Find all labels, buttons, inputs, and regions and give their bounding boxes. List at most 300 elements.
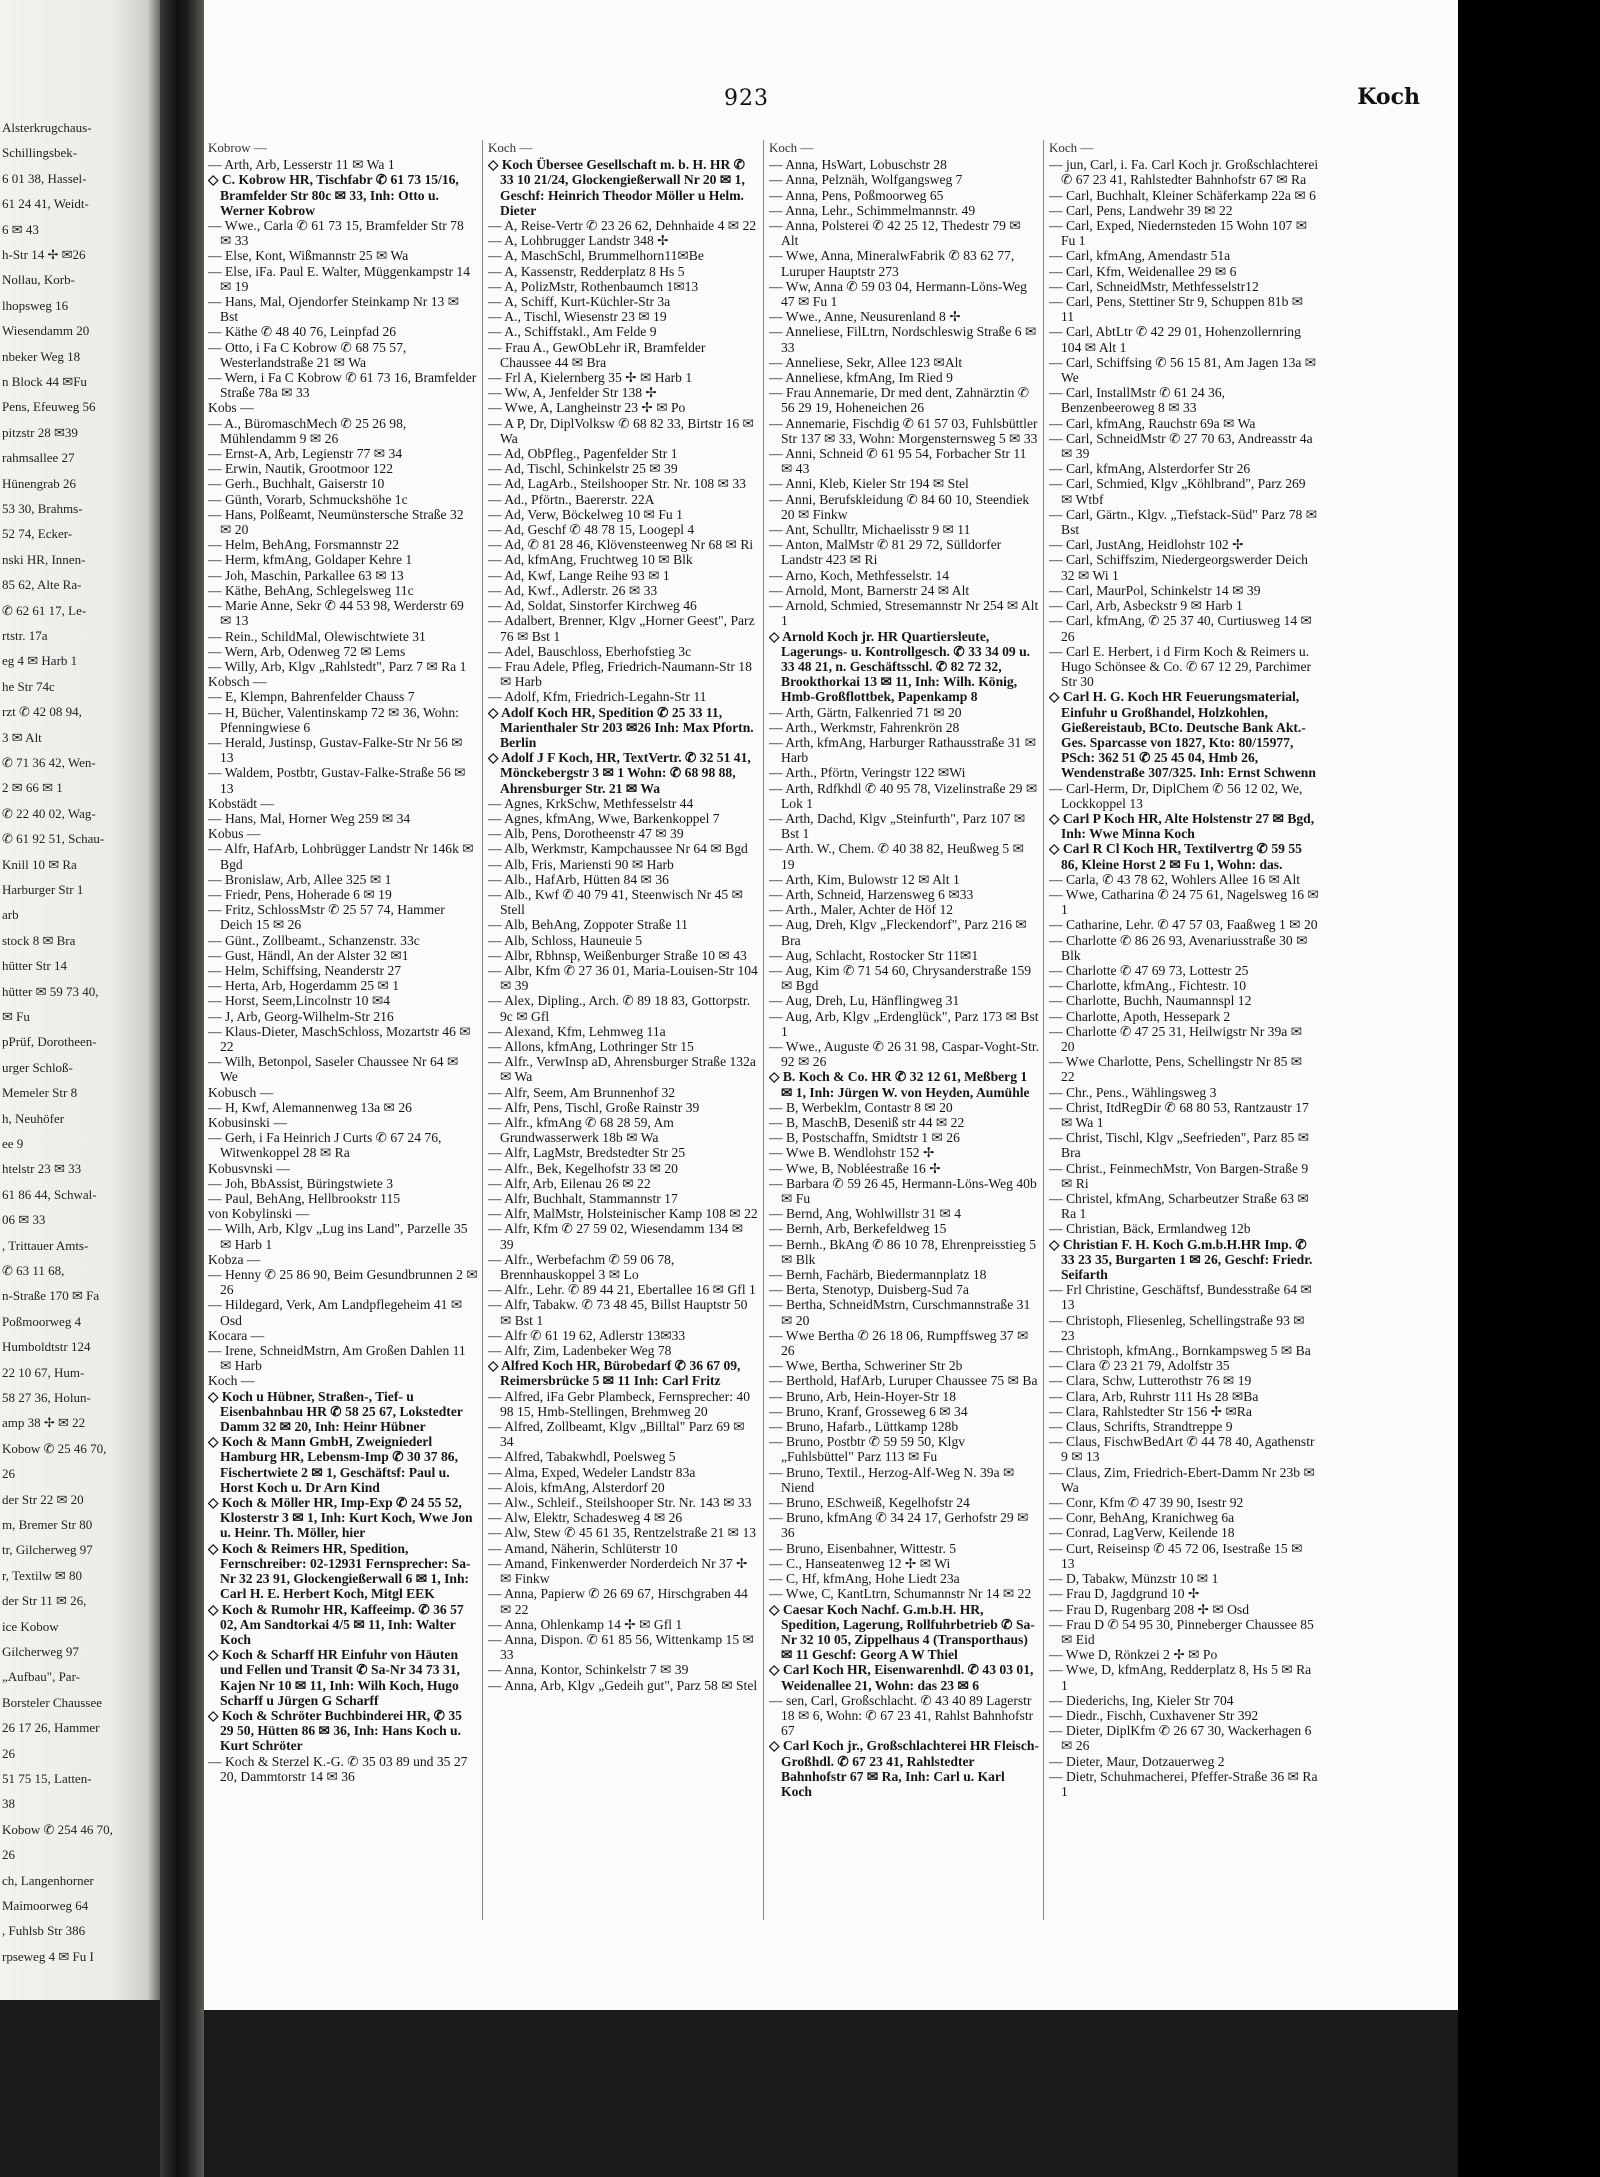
directory-entry: — Carl, kfmAng, Rauchstr 69a ✉ Wa (1049, 415, 1256, 431)
directory-entry: — Claus, FischwBedArt ✆ 44 78 40, Agathenstr 9 ✉ 13 (1049, 1434, 1315, 1465)
scan-background-right (1458, 0, 1600, 2177)
previous-page-line: Pens, Efeuweg 56 (2, 399, 96, 415)
previous-page-line: Knill 10 ✉ Ra (2, 856, 77, 872)
directory-entry: — Frau Adele, Pfleg, Friedrich-Naumann-Str 18 ✉ Harb (488, 658, 752, 690)
directory-entry: — Bertha, SchneidMstrn, Curschmannstraße 31 ✉ 20 (769, 1297, 1031, 1328)
directory-entry: — Otto, i Fa C Kobrow ✆ 68 75 57, Westerlandstraße 21 ✉ Wa (208, 339, 407, 370)
directory-entry: — Wern, Arb, Odenweg 72 ✉ Lems (208, 643, 406, 659)
previous-page-line: tr, Gilcherweg 97 (2, 1542, 93, 1558)
column-divider (482, 140, 483, 1920)
directory-entry: — A, MaschSchl, Brummelhorn11✉Be (488, 248, 704, 264)
directory-entry: — Frau A., GewObLehr iR, Bramfelder Chaussee 44 ✉ Bra (488, 339, 706, 370)
previous-page-line: arb (2, 907, 19, 923)
directory-entry: — Helm, Schiffsing, Neanderstr 27 (208, 962, 402, 978)
directory-entry: — Bruno, Kranf, Grosseweg 6 ✉ 34 (769, 1403, 968, 1419)
directory-entry: — A, PolizMstr, Rothenbaumch 1✉13 (488, 278, 699, 294)
directory-entry: — Albr, Rbhnsp, Weißenburger Straße 10 ✉ 43 (488, 947, 747, 963)
directory-entry: — Anna, Pens, Poßmoorweg 65 (769, 187, 944, 203)
directory-entry: ◇ Koch & Scharff HR Einfuhr von Häuten und Fellen und Transit ✆ Sa-Nr 34 73 31, Kajen Nr 10 ✉ 11, Inh: Wilh Koch, Hugo Scharff u Jürgen G Scharff (208, 1647, 460, 1708)
directory-entry: — Anneliese, FilLtrn, Nordschleswig Straße 6 ✉ 33 (769, 324, 1037, 355)
directory-entry: — Clara, Schw, Lutterothstr 76 ✉ 19 (1049, 1373, 1252, 1389)
directory-entry: — Ad, kfmAng, Fruchtweg 10 ✉ Blk (488, 552, 693, 568)
directory-entry: — Alfr, Pens, Tischl, Große Rainstr 39 (488, 1099, 700, 1115)
directory-entry: — Amand, Näherin, Schlüterstr 10 (488, 1540, 678, 1556)
directory-entry: — Bernd, Ang, Wohlwillstr 31 ✉ 4 (769, 1206, 962, 1222)
directory-entry: — C., Hanseatenweg 12 ✢ ✉ Wi (769, 1555, 951, 1571)
directory-entry: — Diedr., Fischh, Cuxhavener Str 392 (1049, 1707, 1259, 1723)
directory-entry: — Bruno, Textil., Herzog-Alf-Weg N. 39a ✉ Niend (769, 1464, 1015, 1495)
directory-entry: — Gerh, i Fa Heinrich J Curts ✆ 67 24 76, Witwenkoppel 28 ✉ Ra (208, 1130, 442, 1161)
previous-page-line: Wiesendamm 20 (2, 323, 90, 339)
directory-entry: — Aug, Schlacht, Rostocker Str 11✉1 (769, 947, 979, 963)
directory-entry: — Arth., Werkmstr, Fahrenkrön 28 (769, 719, 960, 735)
directory-entry: — Barbara ✆ 59 26 45, Hermann-Löns-Weg 40b ✉ Fu (769, 1175, 1037, 1207)
directory-entry: — Ad., Pförtn., Baererstr. 22A (488, 491, 655, 507)
directory-entry: — Arnold, Schmied, Stresemannstr Nr 254 ✉ Alt 1 (769, 598, 1039, 629)
directory-entry: — Carl, Exped, Niedernsteden 15 Wohn 107 ✉ Fu 1 (1049, 218, 1308, 249)
directory-entry: — Gust, Händl, An der Alster 32 ✉1 (208, 947, 409, 963)
directory-entry: — B, Postschaffn, Smidtstr 1 ✉ 26 (769, 1130, 960, 1146)
directory-entry: — Dietr, Schuhmacherei, Pfeffer-Straße 36 ✉ Ra 1 (1049, 1768, 1318, 1799)
directory-entry: — Paul, BehAng, Hellbrookstr 115 (208, 1191, 401, 1207)
column-1 (208, 140, 478, 1920)
directory-entry: — Anton, MalMstr ✆ 81 29 72, Sülldorfer Landstr 423 ✉ Ri (769, 537, 1002, 568)
directory-entry: ◇ Carl Koch jr., Großschlachterei HR Fleisch-Großhdl. ✆ 67 23 41, Rahlstedter Bahnhofstr 67 ✉ Ra, Inh: Carl u. Karl Koch (769, 1738, 1039, 1799)
column-head: Kobrow — (208, 140, 267, 155)
directory-entry: — Berthold, HafArb, Luruper Chaussee 75 ✉ Ba (769, 1373, 1038, 1389)
directory-entry: — Arth, Kim, Bulowstr 12 ✉ Alt 1 (769, 871, 960, 887)
directory-entry: — A, Lohbrugger Landstr 348 ✢ (488, 233, 669, 249)
directory-entry: — Wwe, C, KantLtrn, Schumannstr Nr 14 ✉ 22 (769, 1586, 1032, 1602)
previous-page-line: lhopsweg 16 (2, 297, 69, 313)
directory-entry: ◇ Koch & Möller HR, Imp-Exp ✆ 24 55 52, Klosterstr 3 ✉ 1, Inh: Kurt Koch, Wwe Jon u. Heinr. Th. Möller, hier (208, 1495, 473, 1541)
directory-entry: — Alfr., Lehr. ✆ 89 44 21, Ebertallee 16 ✉ Gfl 1 (488, 1282, 756, 1298)
directory-entry: — Wwe, Catharina ✆ 24 75 61, Nagelsweg 16 ✉ 1 (1049, 886, 1319, 918)
directory-entry: — A, Reise-Vertr ✆ 23 26 62, Dehnhaide 4 ✉ 22 (488, 218, 757, 234)
directory-entry: ◇ Arnold Koch jr. HR Quartiersleute, Lagerungs- u. Kontrollgesch. ✆ 33 34 09 u. 33 48 21, n. Geschäftsschl. ✆ 82 72 32, Brookthorkai 13 ✉ 11, Inh: Wilh. König, Hmb-Großflottbek, Papenkamp 8 (769, 628, 1031, 705)
directory-entry: — Chr., Pens., Wählingsweg 3 (1049, 1084, 1217, 1100)
directory-entry: — Alw, Elektr, Schadesweg 4 ✉ 26 (488, 1510, 683, 1526)
directory-entry: — Christel, kfmAng, Scharbeutzer Straße 63 ✉ Ra 1 (1049, 1191, 1309, 1222)
directory-entry: — Klaus-Dieter, MaschSchloss, Mozartstr 46 ✉ 22 (208, 1023, 471, 1054)
directory-entry: — Annemarie, Fischdig ✆ 61 57 03, Fuhlsbüttler Str 137 ✉ 33, Wohn: Morgensternsweg 5 ✉ 33 (769, 415, 1038, 446)
directory-entry: — sen, Carl, Großschlacht. ✆ 43 40 89 Lagerstr 18 ✉ 6, Wohn: ✆ 67 23 41, Rahlst Bahnhofstr 67 (769, 1692, 1034, 1739)
directory-entry: — Anna, Arb, Klgv „Gedeih gut", Parz 58 ✉ Stel (488, 1677, 758, 1693)
directory-entry: — Alb., Kwf ✆ 40 79 41, Steenwisch Nr 45 ✉ Stell (488, 886, 743, 918)
directory-entry: — Arth., Pförtn, Veringstr 122 ✉Wi (769, 765, 966, 781)
directory-entry: — Amand, Finkenwerder Norderdeich Nr 37 ✢ ✉ Finkw (488, 1555, 748, 1587)
previous-page-fragment (0, 0, 160, 2000)
directory-entry: — Anni, Kleb, Kieler Str 194 ✉ Stel (769, 476, 969, 492)
directory-entry: — Waldem, Postbtr, Gustav-Falke-Straße 56 ✉ 13 (208, 765, 466, 796)
previous-page-line: m, Bremer Str 80 (2, 1517, 93, 1532)
directory-entry: — Arth, Gärtn, Falkenried 71 ✉ 20 (769, 704, 962, 720)
previous-page-line: 6 01 38, Hassel- (2, 170, 87, 186)
previous-page-line: pitzstr 28 ✉39 (2, 424, 78, 440)
directory-entry: ◇ Koch & Reimers HR, Spedition, Fernschreiber: 02-12931 Fernsprecher: Sa-Nr 32 23 91, Glockengießerwall 6 ✉ 1, Inh: Carl H. E. Herbert Koch, Mitgl EEK (208, 1540, 471, 1602)
directory-entry: ◇ Adolf J F Koch, HR, TextVertr. ✆ 32 51 41, Mönckebergstr 3 ✉ 1 Wohn: ✆ 68 98 88, Ahrensburger Str. 21 ✉ Wa (488, 750, 751, 796)
directory-entry: — Carl, MaurPol, Schinkelstr 14 ✉ 39 (1049, 582, 1261, 598)
previous-page-line: nbeker Weg 18 (2, 348, 81, 364)
directory-entry: — Alfr., VerwInsp aD, Ahrensburger Straße 132a ✉ Wa (488, 1054, 756, 1085)
directory-entry: — Carl, Buchhalt, Kleiner Schäferkamp 22a ✉ 6 (1049, 187, 1316, 203)
directory-entry: — H, Kwf, Alemannenweg 13a ✉ 26 (208, 1099, 412, 1115)
directory-entry: — A, Schiff, Kurt-Küchler-Str 3a (488, 294, 671, 310)
previous-page-line: htelstr 23 ✉ 33 (2, 1161, 82, 1177)
directory-entry: — Bronislaw, Arb, Allee 325 ✉ 1 (208, 871, 392, 887)
previous-page-line: ice Kobow (2, 1618, 59, 1634)
previous-page-line: Alsterkrugchaus- (2, 120, 92, 135)
directory-entry: — Carl, AbtLtr ✆ 42 29 01, Hohenzollernring 104 ✉ Alt 1 (1049, 324, 1301, 355)
directory-entry: — Alex, Dipling., Arch. ✆ 89 18 83, Gottorpstr. 9c ✉ Gfl (488, 993, 751, 1024)
directory-entry: — Alw., Schleif., Steilshooper Str. Nr. 143 ✉ 33 (488, 1495, 752, 1511)
directory-entry: — A., Schiffstakl., Am Felde 9 (488, 324, 657, 340)
directory-entry: — A, Kassenstr, Redderplatz 8 Hs 5 (488, 263, 685, 279)
directory-entry: — Alfr, Kfm ✆ 27 59 02, Wiesendamm 134 ✉ 39 (488, 1221, 744, 1252)
directory-entry: — Ad, Tischl, Schinkelstr 25 ✉ 39 (488, 461, 678, 477)
directory-entry: — Friedr, Pens, Hoherade 6 ✉ 19 (208, 886, 392, 902)
previous-page-line: n Block 44 ✉Fu (2, 374, 87, 389)
directory-entry: — Frau D, Rugenbarg 208 ✢ ✉ Osd (1049, 1601, 1249, 1617)
previous-page-line: h, Neuhöfer (2, 1110, 65, 1126)
directory-entry: — Christoph, Fliesenleg, Schellingstraße 93 ✉ 23 (1049, 1312, 1305, 1343)
previous-page-line: rtstr. 17a (2, 628, 48, 643)
directory-entry: — Wwe, Bertha, Schweriner Str 2b (769, 1358, 963, 1374)
directory-entry: — Anna, Kontor, Schinkelstr 7 ✉ 39 (488, 1662, 689, 1678)
previous-page-line: pPrüf, Dorotheen- (2, 1034, 97, 1050)
directory-entry: — Arnold, Mont, Barnerstr 24 ✉ Alt (769, 582, 970, 598)
directory-entry: — Aug, Dreh, Lu, Hänflingweg 31 (769, 993, 960, 1009)
previous-page-line: ✆ 63 11 68, (2, 1263, 65, 1278)
directory-entry: — Alfr ✆ 61 19 62, Adlerstr 13✉33 (488, 1327, 686, 1343)
previous-page-line: ✆ 22 40 02, Wag- (2, 805, 96, 821)
directory-entry: — Anna, Ohlenkamp 14 ✢ ✉ Gfl 1 (488, 1616, 683, 1632)
previous-page-line: hütter ✉ 59 73 40, (2, 983, 99, 999)
previous-page-line: 2 ✉ 66 ✉ 1 (2, 780, 63, 796)
directory-entry: — Agnes, kfmAng, Wwe, Barkenkoppel 7 (488, 810, 720, 826)
directory-entry: ◇ Koch u Hübner, Straßen-, Tief- u Eisenbahnbau HR ✆ 58 25 67, Lokstedter Damm 32 ✉ 20, Inh: Heinr Hübner (208, 1388, 463, 1435)
directory-entry: — Wwe D, Rönkzei 2 ✢ ✉ Po (1049, 1647, 1218, 1663)
directory-entry: Koch — (208, 1373, 255, 1389)
directory-entry: — Clara, Arb, Ruhrstr 111 Hs 28 ✉Ba (1049, 1388, 1259, 1404)
directory-entry: — Alb, Fris, Mariensti 90 ✉ Harb (488, 856, 674, 872)
directory-entry: — Carl E. Herbert, i d Firm Koch & Reimers u. Hugo Schönsee & Co. ✆ 67 12 29, Parchimer Str 30 (1049, 643, 1312, 690)
previous-page-line: Maimoorweg 64 (2, 1898, 89, 1913)
directory-entry: — Carl, Schmied, Klgv „Köhlbrand", Parz 269 ✉ Wtbf (1049, 476, 1306, 507)
directory-entry: — Alfr, LagMstr, Bredstedter Str 25 (488, 1145, 686, 1161)
directory-entry: — Alb, BehAng, Zoppoter Straße 11 (488, 917, 688, 933)
directory-entry: — Aug, Arb, Klgv „Erdenglück", Parz 173 ✉ Bst 1 (769, 1008, 1039, 1039)
directory-entry: — Arth, Dachd, Klgv „Steinfurth", Parz 107 ✉ Bst 1 (769, 810, 1026, 842)
directory-entry: — Else, Kont, Wißmannstr 25 ✉ Wa (208, 248, 409, 264)
directory-entry: — Alfr, MalMstr, Holsteinischer Kamp 108 ✉ 22 (488, 1206, 758, 1222)
directory-entry: — Ad, Verw, Böckelweg 10 ✉ Fu 1 (488, 506, 683, 522)
directory-entry: — Ad, ✆ 81 28 46, Klövensteenweg Nr 68 ✉ Ri (488, 537, 754, 553)
directory-entry: Kobza — (208, 1251, 261, 1267)
column-head: Koch — (769, 140, 814, 155)
directory-entry: — Alb, Schloss, Hauneuie 5 (488, 932, 643, 948)
directory-entry: — Charlotte, kfmAng., Fichtestr. 10 (1049, 978, 1247, 994)
previous-page-line: der Str 22 ✉ 20 (2, 1491, 84, 1507)
directory-entry: — Arth, kfmAng, Harburger Rathausstraße 31 ✉ Harb (769, 734, 1037, 766)
directory-entry: — Erwin, Nautik, Grootmoor 122 (208, 461, 394, 477)
directory-entry: — Anna, Dispon. ✆ 61 85 56, Wittenkamp 15 ✉ 33 (488, 1631, 754, 1663)
directory-entry: — Ad, ObPfleg., Pagenfelder Str 1 (488, 446, 678, 462)
directory-entry: — Wern, i Fa C Kobrow ✆ 61 73 16, Bramfelder Straße 78a ✉ 33 (208, 370, 477, 401)
directory-entry: — Gerh., Buchhalt, Gaiserstr 10 (208, 476, 385, 492)
directory-entry: ◇ B. Koch & Co. HR ✆ 32 12 61, Meßberg 1 ✉ 1, Inh: Jürgen W. von Heyden, Aumühle (769, 1069, 1030, 1100)
directory-entry: ◇ Alfred Koch HR, Bürobedarf ✆ 36 67 09, Reimersbrücke 5 ✉ 11 Inh: Carl Fritz (488, 1358, 741, 1389)
previous-page-line: ✆ 61 92 51, Schau- (2, 831, 105, 847)
previous-page-line: 85 62, Alte Ra- (2, 577, 82, 593)
previous-page-line: 38 (2, 1796, 15, 1812)
directory-entry: — Carl, kfmAng, ✆ 25 37 40, Curtiusweg 14 ✉ 26 (1049, 613, 1312, 644)
directory-columns (204, 140, 1458, 1920)
directory-entry: — Conrad, LagVerw, Keilende 18 (1049, 1525, 1235, 1541)
directory-entry: ◇ Carl Koch HR, Eisenwarenhdl. ✆ 43 03 01, Weidenallee 21, Wohn: das 23 ✉ 6 (769, 1662, 1034, 1693)
previous-page-line: urger Schloß- (2, 1059, 73, 1075)
directory-entry: — Anni, Schneid ✆ 61 95 54, Forbacher Str 11 ✉ 43 (769, 446, 1027, 477)
directory-entry: — Alfr., Werbefachm ✆ 59 06 78, Brennhauskoppel 3 ✉ Lo (488, 1251, 675, 1283)
directory-entry: — Agnes, KrkSchw, Methfesselstr 44 (488, 795, 694, 811)
directory-entry: — Alfr, Seem, Am Brunnenhof 32 (488, 1084, 676, 1100)
directory-entry: — Bruno, Postbtr ✆ 59 59 50, Klgv „Fuhlsbüttel" Parz 113 ✉ Fu (769, 1434, 966, 1465)
column-4 (1049, 140, 1319, 1920)
directory-entry: — Bruno, Arb, Hein-Hoyer-Str 18 (769, 1388, 956, 1404)
directory-entry: — Arth, Arb, Lesserstr 11 ✉ Wa 1 (208, 157, 395, 173)
column-divider (763, 140, 764, 1920)
previous-page-line: nski HR, Innen- (2, 551, 86, 567)
directory-entry: — Alma, Exped, Wedeler Landstr 83a (488, 1464, 696, 1480)
directory-entry: ◇ Christian F. H. Koch G.m.b.H.HR Imp. ✆ 33 23 35, Burgarten 1 ✉ 26, Geschf: Friedr. Seifarth (1049, 1236, 1313, 1283)
directory-entry: — Wwe, D, kfmAng, Redderplatz 8, Hs 5 ✉ Ra 1 (1049, 1662, 1312, 1693)
directory-entry: — Anna, Pelznäh, Wolfgangsweg 7 (769, 172, 963, 188)
book-gutter (160, 0, 204, 2177)
previous-page-line: eg 4 ✉ Harb 1 (2, 653, 78, 669)
previous-page-line: 26 17 26, Hammer (2, 1720, 100, 1736)
directory-entry: ◇ Carl H. G. Koch HR Feuerungsmaterial, Einfuhr u Großhandel, Holzkohlen, Gießereistaub, BCto. Deutsche Bank Akt.-Ges. Sparcasse von 1827, Kto: 80/15977, PSch: 362 51 ✆ 25 45 04, Hmb 26, Wendenstraße 307/325. Inh: Ernst Schwenn (1049, 689, 1316, 781)
previous-page-line: 6 ✉ 43 (2, 221, 39, 237)
previous-page-line: 06 ✉ 33 (2, 1212, 46, 1228)
directory-entry: — Carl, InstallMstr ✆ 61 24 36, Benzenbeeroweg 8 ✉ 33 (1049, 385, 1226, 416)
directory-entry: — Carl, Kfm, Weidenallee 29 ✉ 6 (1049, 263, 1237, 279)
directory-entry: — Joh, Maschin, Parkallee 63 ✉ 13 (208, 567, 404, 583)
directory-entry: — Anni, Berufskleidung ✆ 84 60 10, Steendiek 20 ✉ Finkw (769, 491, 1030, 522)
directory-entry: ◇ Carl P Koch HR, Alte Holstenstr 27 ✉ Bgd, Inh: Wwe Minna Koch (1049, 810, 1315, 842)
directory-entry: — Ad, Geschf ✆ 48 78 15, Loogepl 4 (488, 522, 695, 538)
directory-entry: — Carl, kfmAng, Amendastr 51a (1049, 248, 1231, 264)
directory-entry: Kobs — (208, 400, 254, 416)
directory-entry: — Bernh., BkAng ✆ 86 10 78, Ehrenpreisstieg 5 ✉ Blk (769, 1236, 1036, 1267)
directory-entry: — Carl, SchneidMstr, Methfesselstr12 (1049, 278, 1259, 294)
directory-entry: ◇ Adolf Koch HR, Spedition ✆ 25 33 11, Marienthaler Str 203 ✉26 Inh: Max Pfortn. Berlin (488, 704, 754, 750)
previous-page-line: Borsteler Chaussee (2, 1694, 103, 1710)
directory-entry: — Wwe., Carla ✆ 61 73 15, Bramfelder Str 78 ✉ 33 (208, 218, 464, 249)
directory-entry: — Alb., HafArb, Hütten 84 ✉ 36 (488, 871, 669, 887)
previous-page-line: stock 8 ✉ Bra (2, 932, 76, 948)
directory-entry: — Catharine, Lehr. ✆ 47 57 03, Faaßweg 1 ✉ 20 (1049, 917, 1318, 933)
directory-entry: — Alfred, Zollbeamt, Klgv „Billtal" Parz 69 ✉ 34 (488, 1419, 745, 1450)
directory-entry: Kobstädt — (208, 795, 275, 811)
directory-entry: — Wilh, Arb, Klgv „Lug ins Land", Parzelle 35 ✉ Harb 1 (208, 1221, 468, 1252)
directory-entry: — Christoph, kfmAng., Bornkampsweg 5 ✉ Ba (1049, 1343, 1311, 1359)
previous-page-line: 26 (2, 1745, 15, 1761)
directory-entry: — Alfred, Tabakwhdl, Poelsweg 5 (488, 1449, 676, 1465)
directory-entry: — Irene, SchneidMstrn, Am Großen Dahlen 11 ✉ Harb (208, 1343, 466, 1374)
directory-entry: — H, Bücher, Valentinskamp 72 ✉ 36, Wohn: Pfenningwiese 6 (208, 704, 459, 735)
directory-entry: — Conr, BehAng, Kranichweg 6a (1049, 1510, 1235, 1526)
previous-page-line: „Aufbau", Par- (2, 1669, 80, 1685)
directory-entry: — Carl, Pens, Landwehr 39 ✉ 22 (1049, 202, 1233, 218)
directory-entry: — Hans, Mal, Horner Weg 259 ✉ 34 (208, 810, 411, 826)
directory-entry: — Allons, kfmAng, Lothringer Str 15 (488, 1038, 694, 1054)
directory-entry: — Anna, Polsterei ✆ 42 25 12, Thedestr 79 ✉ Alt (769, 218, 1021, 249)
directory-entry: — Helm, BehAng, Forsmannstr 22 (208, 537, 400, 553)
directory-entry: — Clara ✆ 23 21 79, Adolfstr 35 (1049, 1358, 1230, 1374)
directory-entry: von Kobylinski — (208, 1206, 310, 1222)
column-2 (488, 140, 758, 1920)
directory-entry: — Ant, Schulltr, Michaelisstr 9 ✉ 11 (769, 522, 971, 538)
previous-page-line: Kobow ✆ 254 46 70, (2, 1821, 113, 1837)
previous-page-line: Hünengrab 26 (2, 475, 77, 491)
previous-page-line: 51 75 15, Latten- (2, 1771, 92, 1786)
directory-entry: — Frau D ✆ 54 95 30, Pinneberger Chaussee 85 ✉ Eid (1049, 1616, 1314, 1647)
previous-page-line: he Str 74c (2, 678, 55, 694)
directory-entry: — Herald, Justinsp, Gustav-Falke-Str Nr 56 ✉ 13 (208, 734, 463, 766)
directory-entry: — Arno, Koch, Methfesselstr. 14 (769, 567, 950, 583)
previous-page-line: 58 27 36, Holun- (2, 1390, 91, 1405)
directory-entry: — Bruno, Eisenbahner, Wittestr. 5 (769, 1540, 957, 1556)
directory-entry: — Wwe, B, Nobléestraße 16 ✢ (769, 1160, 941, 1176)
directory-entry: — Bernh, Arb, Berkefeldweg 15 (769, 1221, 947, 1237)
previous-page-line: h-Str 14 ✢ ✉26 (2, 247, 86, 262)
directory-entry: — Horst, Seem,Lincolnstr 10 ✉4 (208, 993, 391, 1009)
directory-entry: — E, Klempn, Bahrenfelder Chauss 7 (208, 689, 415, 705)
directory-entry: — Alexand, Kfm, Lehmweg 11a (488, 1023, 666, 1039)
directory-entry: — D, Tabakw, Münzstr 10 ✉ 1 (1049, 1571, 1219, 1587)
directory-entry: — Carl, Pens, Stettiner Str 9, Schuppen 81b ✉ 11 (1049, 294, 1304, 325)
directory-entry: — Christ., FeinmechMstr, Von Bargen-Straße 9 ✉ Ri (1049, 1160, 1309, 1191)
directory-entry: — Alfr., kfmAng ✆ 68 28 59, Am Grundwasserwerk 18b ✉ Wa (488, 1115, 674, 1146)
directory-entry: — C, Hf, kfmAng, Hohe Liedt 23a (769, 1571, 960, 1587)
directory-entry: — Adel, Bauschloss, Eberhofstieg 3c (488, 643, 692, 659)
directory-entry: — Diederichs, Ing, Kieler Str 704 (1049, 1692, 1234, 1708)
previous-page-line: Nollau, Korb- (2, 272, 75, 288)
directory-entry: — Charlotte, Apoth, Hessepark 2 (1049, 1008, 1231, 1024)
directory-entry: — Arth., Maler, Achter de Höf 12 (769, 902, 954, 918)
directory-entry: — Wwe., Auguste ✆ 26 31 98, Caspar-Voght-Str. 92 ✉ 26 (769, 1038, 1039, 1070)
directory-entry: — Wwe B. Wendlohstr 152 ✢ (769, 1145, 935, 1161)
previous-page-line: 3 ✉ Alt (2, 729, 42, 745)
directory-entry: — Hans, Polßeamt, Neumünstersche Straße 32 ✉ 20 (208, 506, 464, 538)
directory-entry: Kobus — (208, 826, 261, 842)
directory-entry: — Alfr, Zim, Ladenbeker Weg 78 (488, 1343, 672, 1359)
directory-entry: ◇ Koch & Schröter Buchbinderei HR, ✆ 35 29 50, Hütten 86 ✉ 36, Inh: Hans Koch u. Kurt Schröter (208, 1707, 462, 1754)
directory-entry: — Claus, Zim, Friedrich-Ebert-Damm Nr 23b ✉ Wa (1049, 1464, 1315, 1495)
previous-page-line: Humboldtstr 124 (2, 1339, 91, 1355)
directory-entry: — Alw, Stew ✆ 45 61 35, Rentzelstraße 21 ✉ 13 (488, 1525, 757, 1541)
directory-entry: — Berta, Stenotyp, Duisberg-Sud 7a (769, 1282, 969, 1298)
column-head: Koch — (488, 140, 533, 155)
directory-entry: — Alfr, HafArb, Lohbrügger Landstr Nr 146k ✉ Bgd (208, 841, 474, 872)
directory-entry: — Charlotte ✆ 47 25 31, Heilwigstr Nr 39a ✉ 20 (1049, 1023, 1303, 1054)
directory-entry: ◇ Koch & Rumohr HR, Kaffeeimp. ✆ 36 57 02, Am Sandtorkai 4/5 ✉ 11, Inh: Walter Koch (208, 1601, 464, 1647)
directory-entry: — Ww, A, Jenfelder Str 138 ✢ (488, 385, 657, 401)
directory-entry: — Charlotte, Buchh, Naumannspl 12 (1049, 993, 1252, 1009)
previous-page-line: 61 86 44, Schwal- (2, 1186, 97, 1202)
directory-entry: — Wwe Charlotte, Pens, Schellingstr Nr 85 ✉ 22 (1049, 1054, 1303, 1085)
directory-entry: — Carl-Herm, Dr, DiplChem ✆ 56 12 02, We, Lockkoppel 13 (1049, 780, 1303, 811)
directory-entry: — Alfr, Buchhalt, Stammannstr 17 (488, 1191, 678, 1207)
directory-entry: — Bruno, kfmAng ✆ 34 24 17, Gerhofstr 29 ✉ 36 (769, 1510, 1029, 1541)
directory-entry: — Charlotte ✆ 86 26 93, Avenariusstraße 30 ✉ Blk (1049, 932, 1308, 963)
previous-page-line: ✆ 62 61 17, Le- (2, 602, 87, 618)
directory-entry: — Christian, Bäck, Ermlandweg 12b (1049, 1221, 1251, 1237)
directory-entry: — Carl, Gärtn., Klgv. „Tiefstack-Süd" Parz 78 ✉ Bst (1049, 506, 1318, 538)
directory-entry: — jun, Carl, i. Fa. Carl Koch jr. Großschlachterei ✆ 67 23 41, Rahlstedter Bahnhofstr 67 ✉ Ra (1049, 157, 1319, 188)
previous-page-line: 22 10 67, Hum- (2, 1364, 85, 1380)
directory-entry: — Anna, Lehr., Schimmelmannstr. 49 (769, 202, 976, 218)
directory-entry: — Anna, HsWart, Lobuschstr 28 (769, 157, 947, 173)
directory-entry: Kobusinski — (208, 1115, 287, 1130)
directory-entry: — Aug, Dreh, Klgv „Fleckendorf", Parz 216 ✉ Bra (769, 917, 1027, 948)
directory-entry: — Adolf, Kfm, Friedrich-Legahn-Str 11 (488, 689, 707, 705)
directory-entry: — Adalbert, Brenner, Klgv „Horner Geest", Parz 76 ✉ Bst 1 (488, 613, 755, 644)
directory-entry: — Christ, Tischl, Klgv „Seefrieden", Parz 85 ✉ Bra (1049, 1130, 1310, 1161)
directory-entry: — Alfr., Bek, Kegelhofstr 33 ✉ 20 (488, 1160, 678, 1176)
directory-entry: — Arth. W., Chem. ✆ 40 38 82, Heußweg 5 ✉ 19 (769, 841, 1024, 872)
directory-entry: — A., Tischl, Wiesenstr 23 ✉ 19 (488, 309, 667, 325)
directory-entry: — A P, Dr, DiplVolksw ✆ 68 82 33, Birtstr 16 ✉ Wa (488, 415, 754, 446)
directory-entry: — Joh, BbAssist, Büringstwiete 3 (208, 1175, 394, 1191)
directory-entry: — Dieter, DiplKfm ✆ 26 67 30, Wackerhagen 6 ✉ 26 (1049, 1723, 1312, 1754)
previous-page-line: Schillingsbek- (2, 145, 78, 161)
directory-page (204, 0, 1458, 2010)
previous-page-line: Gilcherweg 97 (2, 1644, 79, 1659)
directory-entry: — Curt, Reiseinsp ✆ 45 72 06, Isestraße 15 ✉ 13 (1049, 1540, 1303, 1571)
directory-entry: — Rein., SchildMal, Olewischtwiete 31 (208, 628, 426, 644)
directory-entry: — Ww, Anna ✆ 59 03 04, Hermann-Löns-Weg 47 ✉ Fu 1 (769, 278, 1027, 310)
directory-entry: — Anna, Papierw ✆ 26 69 67, Hirschgraben 44 ✉ 22 (488, 1586, 748, 1617)
directory-entry: — Clara, Rahlstedter Str 156 ✢ ✉Ra (1049, 1403, 1252, 1419)
directory-entry: — Christ, ItdRegDir ✆ 68 80 53, Rantzaustr 17 ✉ Wa 1 (1049, 1099, 1309, 1130)
directory-entry: — Carl, SchneidMstr ✆ 27 70 63, Andreasstr 4a ✉ 39 (1049, 430, 1313, 462)
directory-entry: ◇ Caesar Koch Nachf. G.m.b.H. HR, Spedition, Lagerung, Rollfuhrbetrieb ✆ Sa-Nr 32 10 05, Zippelhaus 4 (Transporthaus) ✉ 11 Geschf: Georg A W Thiel (769, 1601, 1035, 1663)
directory-entry: — Frau Annemarie, Dr med dent, Zahnärztin ✆ 56 29 19, Hoheneichen 26 (769, 385, 1030, 416)
directory-entry: Kobsch — (208, 674, 267, 690)
directory-entry: — Dieter, Maur, Dotzauerweg 2 (1049, 1753, 1225, 1769)
directory-entry: — Hildegard, Verk, Am Landpflegeheim 41 ✉ Osd (208, 1297, 463, 1328)
directory-entry: — Frl A, Kielernberg 35 ✢ ✉ Harb 1 (488, 370, 693, 386)
directory-entry: — Herm, kfmAng, Goldaper Kehre 1 (208, 552, 413, 568)
directory-entry: — Frau D, Jagdgrund 10 ✢ (1049, 1586, 1200, 1602)
previous-page-line: Poßmoorweg 4 (2, 1313, 82, 1329)
directory-entry: — Günt., Zollbeamt., Schanzenstr. 33c (208, 932, 420, 948)
previous-page-line: ✆ 71 36 42, Wen- (2, 755, 96, 770)
directory-entry: ◇ C. Kobrow HR, Tischfabr ✆ 61 73 15/16, Bramfelder Str 80c ✉ 33, Inh: Otto u. Werner Kobrow (208, 172, 459, 218)
directory-entry: — Willy, Arb, Klgv „Rahlstedt", Parz 7 ✉ Ra 1 (208, 658, 467, 674)
directory-entry: — Conr, Kfm ✆ 47 39 90, Isestr 92 (1049, 1495, 1244, 1511)
previous-page-line: 52 74, Ecker- (2, 526, 73, 542)
directory-entry: — Carl, Schiffsing ✆ 56 15 81, Am Jagen 13a ✉ We (1049, 354, 1317, 386)
directory-entry: — Wwe Bertha ✆ 26 18 06, Rumpffsweg 37 ✉ 26 (769, 1327, 1029, 1359)
directory-entry: — J, Arb, Georg-Wilhelm-Str 216 (208, 1008, 394, 1024)
directory-entry: — Fritz, SchlossMstr ✆ 25 57 74, Hammer Deich 15 ✉ 26 (208, 902, 445, 933)
directory-entry: — B, Werbeklm, Contastr 8 ✉ 20 (769, 1099, 953, 1115)
directory-entry: Kobusch — (208, 1084, 274, 1100)
directory-entry: — Bruno, Hafarb., Lüttkamp 128b (769, 1419, 959, 1435)
previous-page-line: rpseweg 4 ✉ Fu I (2, 1948, 94, 1964)
